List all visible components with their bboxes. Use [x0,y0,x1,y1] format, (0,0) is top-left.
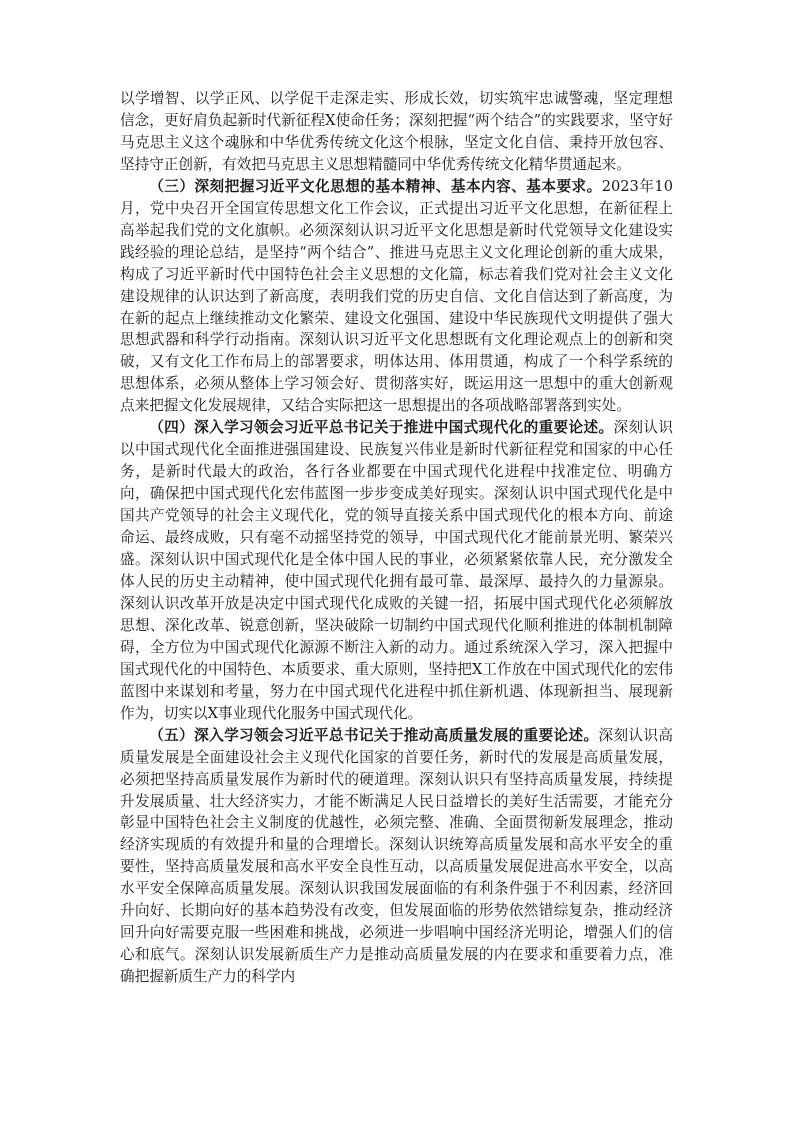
paragraph-section-4 [120,417,673,724]
document-page [120,88,673,988]
section-heading: （五）深入学习领会习近平总书记关于推动高质量发展的重要论述。 [149,726,599,744]
paragraph-continuation [120,88,673,176]
paragraph-text: 以学增智、以学正风、以学促干走深走实、形成长效，切实筑牢忠诚警魂，坚定理想信念，更好肩负起新时代新征程X使命任务；深刻把握“两个结合”的实践要求，坚守好马克思主义这个魂脉和中华优秀传统文化这个根脉，坚定文化自信、秉持开放包容、坚持守正创新，有效把马克思主义思想精髓同中华优秀传统文化精华贯通起来。 [120,90,673,173]
paragraph-section-5 [120,725,673,988]
paragraph-text: 2023年10月，党中央召开全国宣传思想文化工作会议，正式提出习近平文化思想，在新征程上高举起我们党的文化旗帜。必须深刻认识习近平文化思想是新时代党领导文化建设实践经验的理论总结，是坚持“两个结合”、推进马克思主义文化理论创新的重大成果，构成了习近平新时代中国特色社会主义思想的文化篇，标志着我们党对社会主义文化建设规律的认识达到了新高度，表明我们党的历史自信、文化自信达到了新高度，为在新的起点上继续推动文化繁荣、建设文化强国、建设中华民族现代文明提供了强大思想武器和科学行动指南。深刻认识习近平文化思想既有文化理论观点上的创新和突破，又有文化工作布局上的部署要求，明体达用、体用贯通，构成了一个科学系统的思想体系，必须从整体上学习领会好、贯彻落实好，既运用这一思想中的重大创新观点来把握文化发展规律，又结合实际把这一思想提出的各项战略部署落到实处。 [120,177,673,415]
section-heading: （三）深刻把握习近平文化思想的基本精神、基本内容、基本要求。 [149,177,602,195]
paragraph-text: 深刻认识以中国式现代化全面推进强国建设、民族复兴伟业是新时代新征程党和国家的中心任务，是新时代最大的政治，各行各业都要在中国式现代化进程中找准定位、明确方向，确保把中国式现代化宏伟蓝图一步步变成美好现实。深刻认识中国式现代化是中国共产党领导的社会主义现代化，党的领导直接关系中国式现代化的根本方向、前途命运、最终成败，只有毫不动摇坚持党的领导，中国式现代化才能前景光明、繁荣兴盛。深刻认识中国式现代化是全体中国人民的事业，必须紧紧依靠人民，充分激发全体人民的历史主动精神，使中国式现代化拥有最可靠、最深厚、最持久的力量源泉。深刻认识改革开放是决定中国式现代化成败的关键一招，拓展中国式现代化必须解放思想、深化改革、锐意创新，坚决破除一切制约中国式现代化顺利推进的体制机制障碍，全方位为中国式现代化源源不断注入新的动力。通过系统深入学习，深入把握中国式现代化的中国特色、本质要求、重大原则，坚持把X工作放在中国式现代化的宏伟蓝图中来谋划和考量，努力在中国式现代化进程中抓住新机遇、体现新担当、展现新作为，切实以X事业现代化服务中国式现代化。 [120,419,673,722]
paragraph-text: 深刻认识高质量发展是全面建设社会主义现代化国家的首要任务，新时代的发展是高质量发展，必须把坚持高质量发展作为新时代的硬道理。深刻认识只有坚持高质量发展，持续提升发展质量、壮大经济实力，才能不断满足人民日益增长的美好生活需要，才能充分彰显中国特色社会主义制度的优越性，必须完整、准确、全面贯彻新发展理念，推动经济实现质的有效提升和量的合理增长。深刻认识统筹高质量发展和高水平安全的重要性，坚持高质量发展和高水平安全良性互动，以高质量发展促进高水平安全，以高水平安全保障高质量发展。深刻认识我国发展面临的有利条件强于不利因素，经济回升向好、长期向好的基本趋势没有改变，但发展面临的形势依然错综复杂，推动经济回升向好需要克服一些困难和挑战，必须进一步唱响中国经济光明论，增强人们的信心和底气。深刻认识发展新质生产力是推动高质量发展的内在要求和重要着力点，准确把握新质生产力的科学内 [120,726,673,986]
paragraph-section-3 [120,176,673,417]
section-heading: （四）深入学习领会习近平总书记关于推进中国式现代化的重要论述。 [149,419,614,437]
